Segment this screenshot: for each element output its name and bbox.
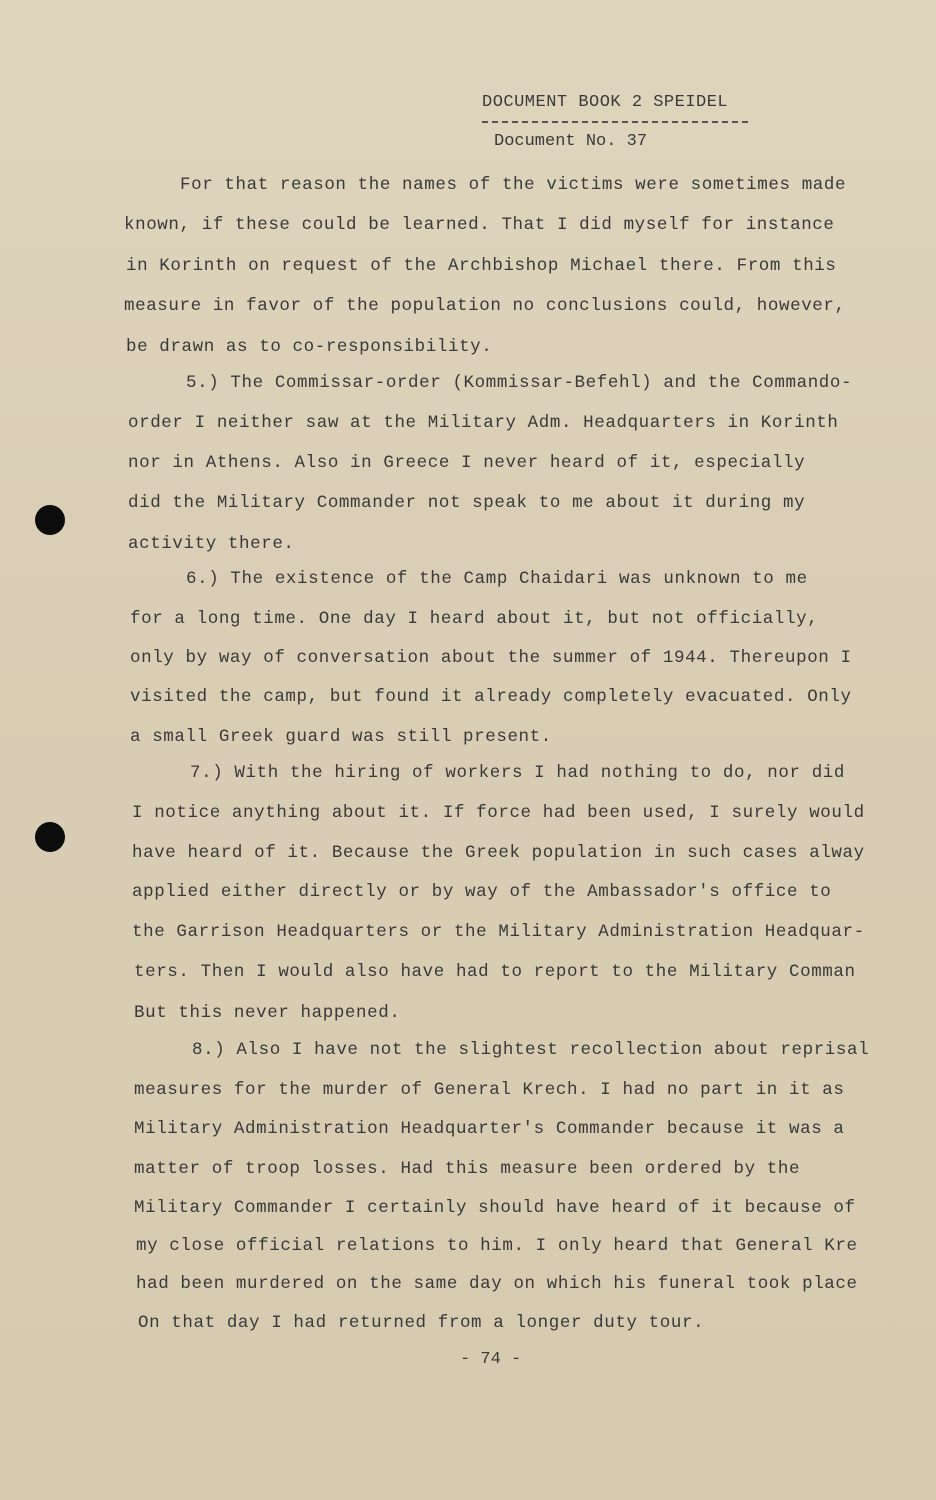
document-number: Document No. 37 (494, 132, 648, 151)
text-line: On that day I had returned from a longer duty tour. (138, 1313, 705, 1333)
text-line: nor in Athens. Also in Greece I never heard of it, especially (128, 453, 806, 473)
text-line: did the Military Commander not speak to me about it during my (128, 493, 806, 513)
text-line: the Garrison Headquarters or the Military Administration Headquar- (132, 922, 865, 942)
text-line: in Korinth on request of the Archbishop Michael there. From this (126, 256, 837, 276)
text-line: For that reason the names of the victims were sometimes made (180, 175, 847, 195)
header-divider (482, 121, 748, 123)
text-line: visited the camp, but found it already completely evacuated. Only (130, 687, 852, 707)
text-line: had been murdered on the same day on which his funeral took place (136, 1274, 858, 1294)
text-line: my close official relations to him. I only heard that General Kre (136, 1236, 858, 1256)
text-line: Military Commander I certainly should have heard of it because of (134, 1198, 856, 1218)
text-line: 8.) Also I have not the slightest recollection about reprisal (192, 1040, 870, 1060)
text-line: I notice anything about it. If force had been used, I surely would (132, 803, 865, 823)
text-line: known, if these could be learned. That I did myself for instance (124, 215, 835, 235)
text-line: activity there. (128, 534, 295, 554)
text-line: for a long time. One day I heard about it, but not officially, (130, 609, 819, 629)
text-line: ters. Then I would also have had to report to the Military Comman (134, 962, 856, 982)
text-line: But this never happened. (134, 1003, 401, 1023)
text-line: 5.) The Commissar-order (Kommissar-Befehl) and the Commando- (186, 373, 853, 393)
punch-hole-upper (35, 505, 65, 535)
text-line: measures for the murder of General Krech. I had no part in it as (134, 1080, 845, 1100)
text-line: have heard of it. Because the Greek population in such cases alway (132, 843, 865, 863)
text-line: matter of troop losses. Had this measure been ordered by the (134, 1159, 801, 1179)
document-book-title: DOCUMENT BOOK 2 SPEIDEL (482, 93, 729, 112)
text-line: a small Greek guard was still present. (130, 727, 552, 747)
text-line: 7.) With the hiring of workers I had nothing to do, nor did (190, 763, 846, 783)
text-line: only by way of conversation about the summer of 1944. Thereupon I (130, 648, 852, 668)
text-line: 6.) The existence of the Camp Chaidari was unknown to me (186, 569, 808, 589)
text-line: order I neither saw at the Military Adm. Headquarters in Korinth (128, 413, 839, 433)
punch-hole-lower (35, 822, 65, 852)
text-line: Military Administration Headquarter's Commander because it was a (134, 1119, 845, 1139)
page-number: - 74 - (460, 1350, 522, 1369)
text-line: applied either directly or by way of the Ambassador's office to (132, 882, 832, 902)
text-line: measure in favor of the population no conclusions could, however, (124, 296, 846, 316)
text-line: be drawn as to co-responsibility. (126, 337, 493, 357)
